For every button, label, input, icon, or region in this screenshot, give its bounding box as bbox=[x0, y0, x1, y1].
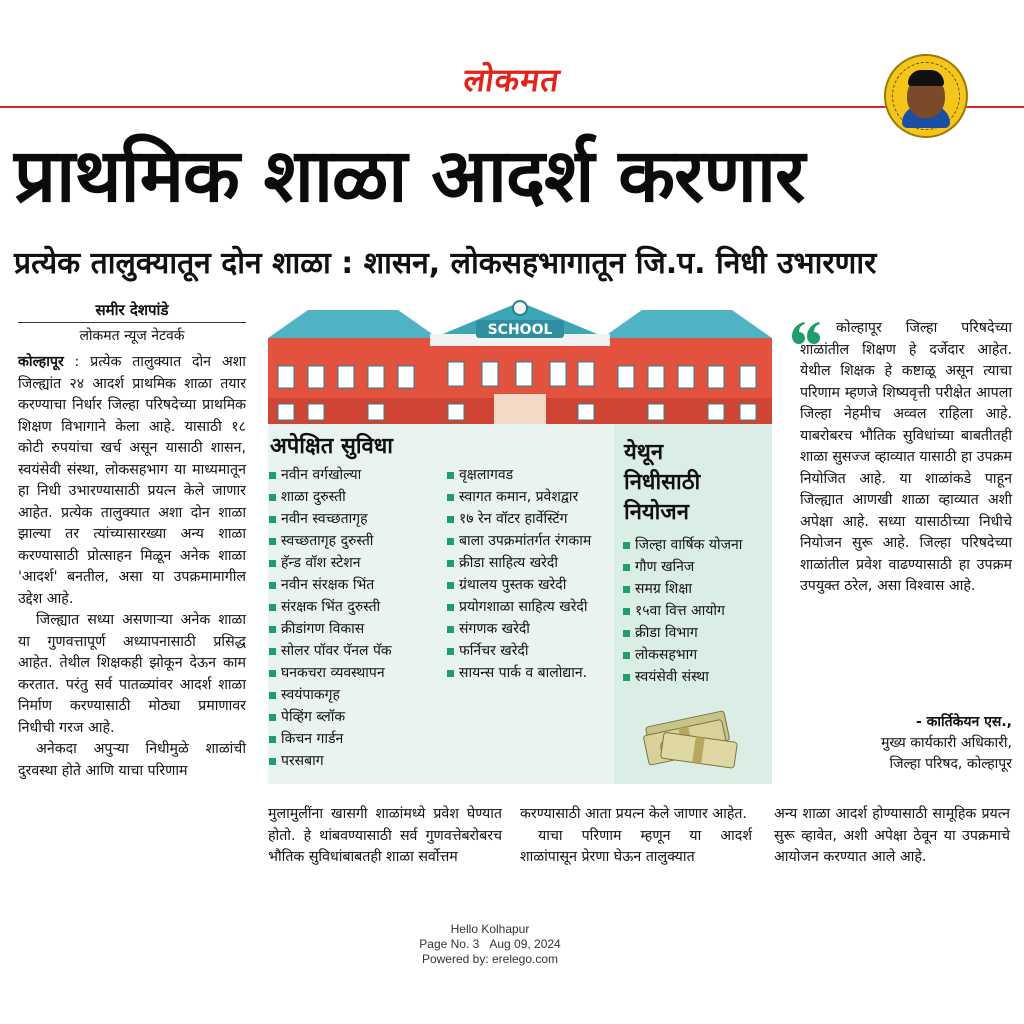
funding-item: गौण खनिज bbox=[622, 556, 770, 578]
seal-portrait-hair bbox=[908, 70, 944, 86]
paragraph-3: अनेकदा अपुऱ्या निधीमुळे शाळांची दुरवस्था होते आणि याचा परिणाम bbox=[18, 741, 246, 779]
facility-item: सोलर पॉवर पॅनल पॅक bbox=[268, 640, 446, 662]
footer-page-date bbox=[360, 937, 620, 952]
funding-item: समग्र शिक्षा bbox=[622, 578, 770, 600]
dateline: कोल्हापूर bbox=[18, 354, 64, 370]
funding-item: जिल्हा वार्षिक योजना bbox=[622, 534, 770, 556]
facility-item: पेव्हिंग ब्लॉक bbox=[268, 706, 446, 728]
signatory-org: जिल्हा परिषद, कोल्हापूर bbox=[889, 756, 1012, 772]
page-footer bbox=[360, 922, 620, 967]
facility-item: सायन्स पार्क व बालोद्यान. bbox=[446, 662, 612, 684]
facility-item: ग्रंथालय पुस्तक खरेदी bbox=[446, 574, 612, 596]
paragraph-1-text: : प्रत्येक तालुक्यात दोन अशा जिल्ह्यांत २४ आदर्श प्राथमिक शाळा तयार करण्याचा निर्धार जिल्हा परिषदेच्या प्राथमिक शिक्षण विभागाने केला आहे. यासाठी १८ कोटी रुपयांचा खर्च असून यासाठी शासन, स्वयंसेवी संस्था, लोकसहभाग या माध्यमातून हा निधी उभारण्यासाठी प्रयत्न केले जाणार आहेत. प्रत्येक तालुक्यात अशा दोन शाळा झाल्या तर त्यांच्यासारख्या अन्य शाळा करण्यासाठी प्रोत्साहन मिळून अनेक शाळा 'आदर्श' बनतील, असा या उपक्रमामागील उद्देश आहे. bbox=[18, 354, 246, 607]
facility-item: शाळा दुरुस्ती bbox=[268, 486, 446, 508]
facility-item: स्वच्छतागृह दुरुस्ती bbox=[268, 530, 446, 552]
column-3-para-1: करण्यासाठी आता प्रयत्न केले जाणार आहेत. bbox=[520, 806, 747, 822]
facility-item: बाला उपक्रमांतर्गत रंगकाम bbox=[446, 530, 612, 552]
lokmat-logo: लोकमत bbox=[461, 61, 563, 99]
facilities-list-2 bbox=[446, 464, 612, 684]
facility-item: संगणक खरेदी bbox=[446, 618, 612, 640]
news-network: लोकमत न्यूज नेटवर्क bbox=[79, 328, 185, 344]
quote-signature bbox=[800, 712, 1012, 775]
facility-item: १७ रेन वॉटर हार्वेस्टिंग bbox=[446, 508, 612, 530]
footer-edition: Hello Kolhapur bbox=[450, 922, 530, 936]
facility-item: संरक्षक भिंत दुरुस्ती bbox=[268, 596, 446, 618]
facility-item: वृक्षलागवड bbox=[446, 464, 612, 486]
funding-list bbox=[622, 534, 770, 688]
facility-item: नवीन वर्गखोल्या bbox=[268, 464, 446, 486]
facility-item: घनकचरा व्यवस्थापन bbox=[268, 662, 446, 684]
article-column-1 bbox=[18, 352, 246, 782]
byline-rule bbox=[18, 322, 246, 323]
facility-item: नवीन स्वच्छतागृह bbox=[268, 508, 446, 530]
headline: प्राथमिक शाळा आदर्श करणार bbox=[14, 133, 805, 219]
funding-item: क्रीडा विभाग bbox=[622, 622, 770, 644]
money-bundle-icon bbox=[634, 700, 748, 770]
footer-powered-by: Powered by: erelego.com bbox=[421, 952, 559, 966]
paragraph-2: जिल्ह्यात सध्या असणाऱ्या अनेक शाळा या गुणवत्तापूर्ण अध्यापनासाठी प्रसिद्ध आहेत. तेथील शिक्षकही झोकून देऊन काम करतात. परंतु सर्व पातळ्यांवर आदर्श शाळा निर्माण करण्यासाठी मोठ्या प्रमाणावर निधीची गरज आहे. bbox=[18, 612, 246, 736]
masthead bbox=[0, 58, 1024, 101]
facility-item: हॅन्ड वॉश स्टेशन bbox=[268, 552, 446, 574]
masthead-rule bbox=[0, 106, 1024, 108]
article-column-4: अन्य शाळा आदर्श होण्यासाठी सामूहिक प्रयत्न सुरू व्हावेत, अशी अपेक्षा ठेवून या उपक्रमाचे आयोजन करण्यात आले आहे. bbox=[774, 806, 1010, 865]
quote-text: कोल्हापूर जिल्हा परिषदेच्या शाळांतील शिक्षण हे दर्जेदार आहेत. येथील शिक्षक हे कष्टाळू असून त्याचा परिणाम म्हणजे शिष्यवृत्ती परीक्षेत आपला जिल्हा नेहमीच अव्वल राहिला आहे. याबरोबरच भौतिक सुविधांच्या बाबतीतही शाळा सुसज्ज व्हाव्यात यासाठी हा उपक्रम नियोजित आहे. या शाळांकडे पाहून जिल्ह्यात आणखी शाळा व्हाव्यात अशी अपेक्षा आहे. सध्या यासाठीच्या निधीचे नियोजन सुरू आहे. जिल्हा परिषदेच्या शाळांतील प्रवेश वाढण्यासाठी हा उपक्रम उपयुक्त ठरेल, असा विश्वास आहे. bbox=[800, 320, 1012, 594]
facilities-title: अपेक्षित सुविधा bbox=[270, 434, 394, 459]
article-column-2: मुलामुलींना खासगी शाळांमध्ये प्रवेश घेण्यात होतो. हे थांबवण्यासाठी सर्व गुणवत्तेबरोबरच भौतिक सुविधांबाबतही शाळा सर्वोत्तम bbox=[268, 806, 502, 865]
article-column-3 bbox=[520, 804, 752, 869]
signatory-role: मुख्य कार्यकारी अधिकारी, bbox=[881, 735, 1012, 751]
facilities-list-1 bbox=[268, 464, 446, 772]
footer-date: Aug 09, 2024 bbox=[489, 937, 561, 951]
school-sign: SCHOOL bbox=[487, 322, 553, 338]
facility-item: नवीन संरक्षक भिंत bbox=[268, 574, 446, 596]
funding-title bbox=[624, 438, 768, 528]
footer-page: Page No. 3 bbox=[419, 937, 480, 951]
facility-item: स्वयंपाकगृह bbox=[268, 684, 446, 706]
column-3-para-2: याचा परिणाम म्हणून या आदर्श शाळांपासून प्रेरणा घेऊन तालुक्यात bbox=[520, 827, 752, 865]
funding-title-line-3: नियोजन bbox=[624, 500, 689, 525]
funding-title-line-2: निधीसाठी bbox=[624, 470, 701, 495]
funding-item: लोकसहभाग bbox=[622, 644, 770, 666]
funding-item: १५वा वित्त आयोग bbox=[622, 600, 770, 622]
school-illustration bbox=[268, 296, 772, 424]
facility-item: क्रीडा साहित्य खरेदी bbox=[446, 552, 612, 574]
subheadline: प्रत्येक तालुक्यातून दोन शाळा : शासन, लोकसहभागातून जि.प. निधी उभारणार bbox=[14, 246, 877, 281]
funding-item: स्वयंसेवी संस्था bbox=[622, 666, 770, 688]
paragraph-1 bbox=[18, 352, 246, 610]
byline: समीर देशपांडे bbox=[95, 301, 169, 319]
profile-seal bbox=[884, 54, 968, 138]
signatory-name: - कार्तिकेयन एस., bbox=[915, 714, 1012, 730]
facility-item: परसबाग bbox=[268, 750, 446, 772]
facility-item: प्रयोगशाळा साहित्य खरेदी bbox=[446, 596, 612, 618]
facility-item: किचन गार्डन bbox=[268, 728, 446, 750]
facility-item: क्रीडांगण विकास bbox=[268, 618, 446, 640]
ceo-quote bbox=[800, 318, 1012, 598]
facility-item: फर्निचर खरेदी bbox=[446, 640, 612, 662]
facility-item: स्वागत कमान, प्रवेशद्वार bbox=[446, 486, 612, 508]
funding-title-line-1: येथून bbox=[624, 440, 664, 465]
